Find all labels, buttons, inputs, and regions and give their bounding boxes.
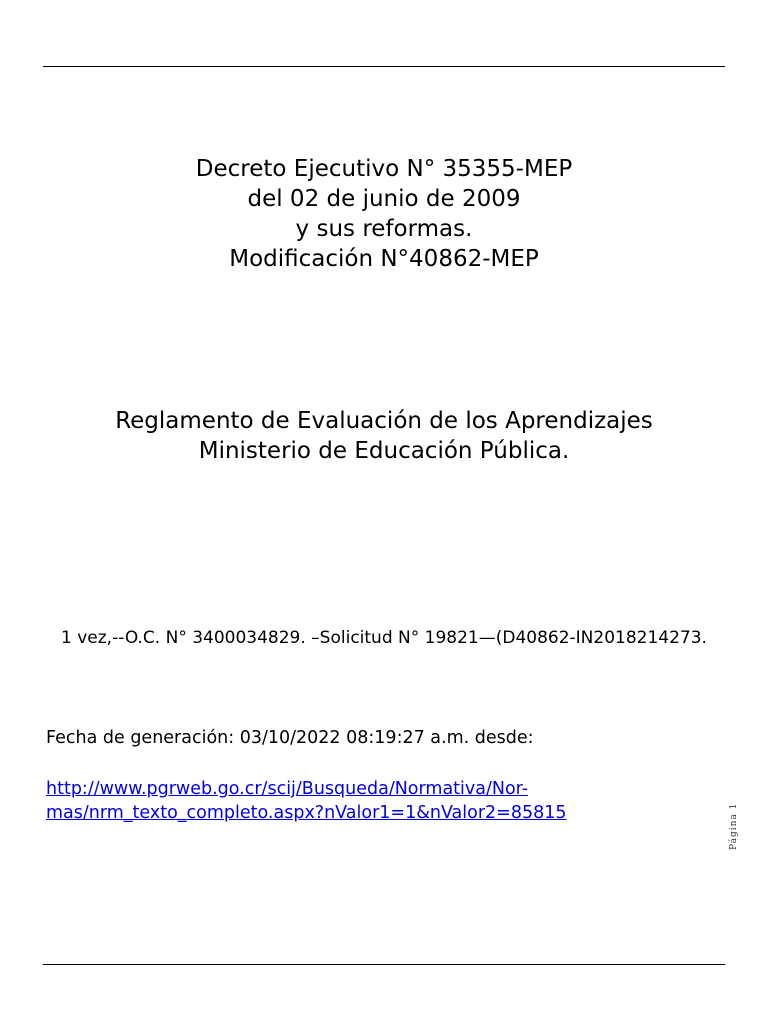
decree-reforms-line: y sus reformas. [295, 216, 473, 242]
decree-title [0, 154, 768, 274]
top-rule [43, 66, 725, 67]
ministry-name: Ministerio de Educación Pública. [198, 438, 570, 464]
source-link-line-2: mas/nrm_texto_completo.aspx?nValor1=1&nValor2=85815 [46, 803, 567, 823]
generation-date: Fecha de generación: 03/10/2022 08:19:27 a.m. desde: [46, 728, 534, 748]
regulation-title [0, 406, 768, 466]
decree-modification-line: Modificación N°40862-MEP [229, 246, 539, 272]
page-number-marker: Página 1 [729, 802, 739, 850]
decree-title-line: Decreto Ejecutivo N° 35355-MEP [195, 156, 573, 182]
decree-date-line: del 02 de junio de 2009 [247, 186, 521, 212]
regulation-name: Reglamento de Evaluación de los Aprendizajes [115, 408, 653, 434]
source-link[interactable] [46, 777, 706, 825]
bottom-rule [43, 964, 725, 965]
source-link-line-1: http://www.pgrweb.go.cr/scij/Busqueda/Normativa/Nor- [46, 779, 529, 799]
publication-note: 1 vez,--O.C. N° 3400034829. –Solicitud N° 19821—(D40862-IN2018214273. [61, 628, 707, 648]
